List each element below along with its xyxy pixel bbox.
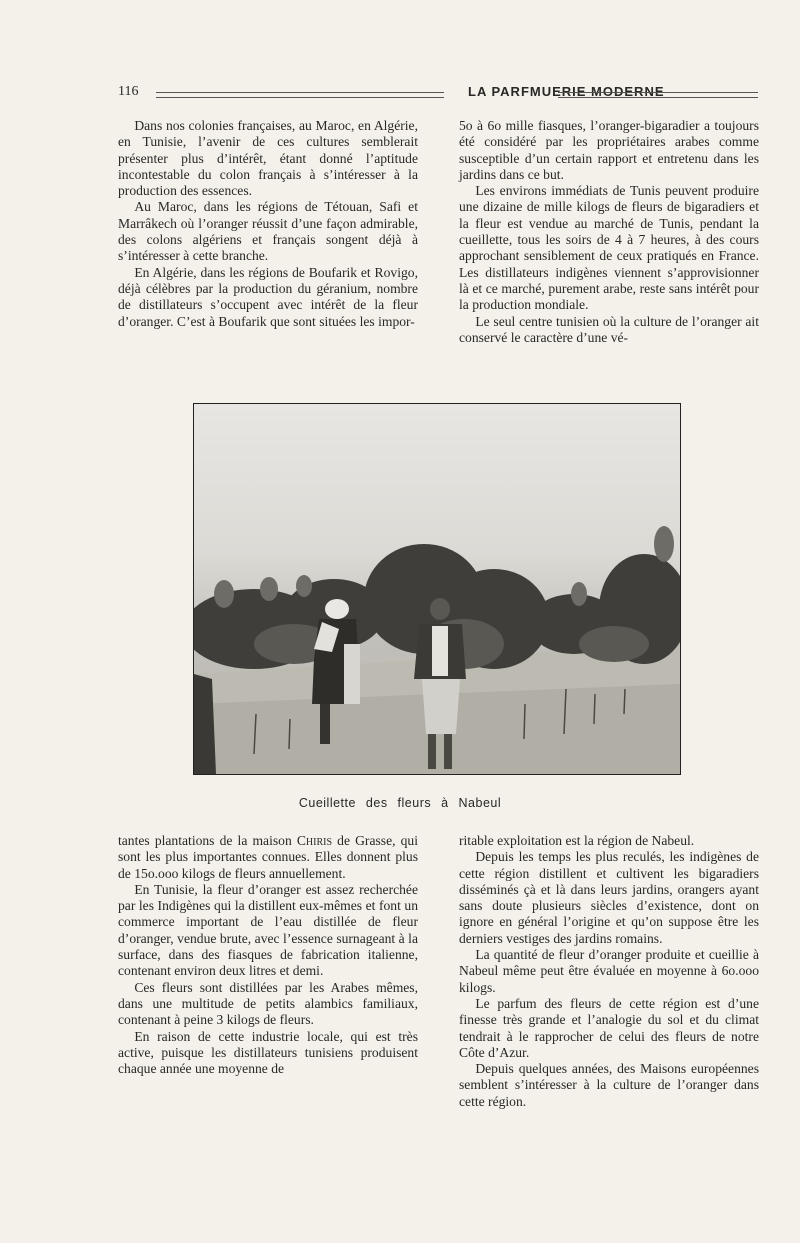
column-bottom-left bbox=[118, 833, 418, 1077]
column-bottom-right bbox=[459, 833, 759, 1110]
text-run: tantes plantations de la maison bbox=[118, 833, 297, 848]
paragraph: Depuis quelques années, des Maisons européennes semblent s’intéresser à la culture de l’oranger dans cette région. bbox=[459, 1061, 759, 1109]
paragraph: Ces fleurs sont distillées par les Arabes mêmes, dans une multitude de petits alambics familiaux, contenant à peine 3 kilogs de fleurs. bbox=[118, 979, 418, 1028]
company-name: Chiris bbox=[296, 833, 333, 848]
header-rule-right bbox=[558, 92, 758, 98]
paragraph: 5o à 6o mille fiasques, l’oranger-bigaradier a toujours été considéré par les propriétaires arabes comme susceptible d’un certain rapport et entretenu dans les jardins dans ce but. bbox=[459, 118, 759, 182]
paragraph: En raison de cette industrie locale, qui est très active, puisque les distillateurs tunisiens produisent chaque année une moyenne de bbox=[118, 1028, 418, 1077]
text-run: de Grasse, qui sont les plus importantes connues. Elles donnent plus de 15o.ooo kilogs de fleurs annuellement. bbox=[118, 833, 418, 881]
paragraph: La quantité de fleur d’oranger produite et cueillie à Nabeul même peut être évaluée en moyenne à 6o.ooo kilogs. bbox=[459, 947, 759, 995]
header-rule-left bbox=[156, 92, 444, 98]
running-title: LA PARFMUERIE MODERNE bbox=[468, 84, 665, 99]
page-number: 116 bbox=[118, 84, 139, 99]
column-top-right bbox=[459, 118, 759, 346]
photo-caption: Cueillette des fleurs à Nabeul bbox=[298, 796, 502, 810]
paragraph: Dans nos colonies françaises, au Maroc, en Algérie, en Tunisie, l’avenir de ces cultures semblerait présenter plus d’intérêt, étant donné l’aptitude incontestable du colon français à s’intéresser à la production des essences. bbox=[118, 118, 418, 199]
paragraph: ritable exploitation est la région de Nabeul. bbox=[459, 833, 695, 848]
paragraph: En Tunisie, la fleur d’oranger est assez recherchée par les Indigènes qui la distillent eux-mêmes et font un commerce important de l’eau distillée de fleur d’oranger, vendue brute, avec l’essence surnageant à la surface, dans des fiasques de fabrication italienne, contenant environ deux litres et demi. bbox=[118, 881, 418, 979]
paragraph: Le parfum des fleurs de cette région est d’une finesse très grande et l’analogie du sol et du climat tendrait à le rapprocher de celui des fleurs de notre Côte d’Azur. bbox=[459, 995, 759, 1060]
photo-illustration bbox=[194, 404, 680, 774]
column-top-left bbox=[118, 118, 418, 330]
paragraph: En Algérie, dans les régions de Boufarik et Rovigo, déjà célèbres par la production du géranium, nombre de distillateurs s’occupent avec intérêt de la fleur d’oranger. C’est à Boufarik que sont situées les impor- bbox=[118, 264, 418, 329]
paragraph: Au Maroc, dans les régions de Tétouan, Safi et Marrâkech où l’oranger réussit d’une façon admirable, des colons algériens et français songent déjà à s’intéresser à cette branche. bbox=[118, 199, 418, 264]
orange-blossom-harvest-photo bbox=[193, 403, 681, 775]
paragraph: Depuis les temps les plus reculés, les indigènes de cette région distillent et cultivent les bigaradiers disséminés çà et là dans leurs jardins, orangers ayant sans doute plusieurs siècles d’existence, dont on ignore en général l’origine et qu’on suppose être les derniers vestiges des jardins romains. bbox=[459, 849, 759, 946]
page-header bbox=[118, 84, 758, 104]
paragraph: Le seul centre tunisien où la culture de l’oranger ait conservé le caractère d’une vé- bbox=[459, 313, 759, 345]
paragraph bbox=[118, 833, 418, 882]
paragraph: Les environs immédiats de Tunis peuvent produire une dizaine de mille kilogs de fleurs de bigaradiers et la fleur est vendue au marché de Tunis, pendant la cueillette, tous les soirs de 4 à 7 heures, à des cours approchant sensiblement de ceux pratiqués en France. Les distillateurs indigènes viennent s’approvisionner là et ce marché, purement arabe, reste sans intérêt pour la production mondiale. bbox=[459, 183, 759, 313]
